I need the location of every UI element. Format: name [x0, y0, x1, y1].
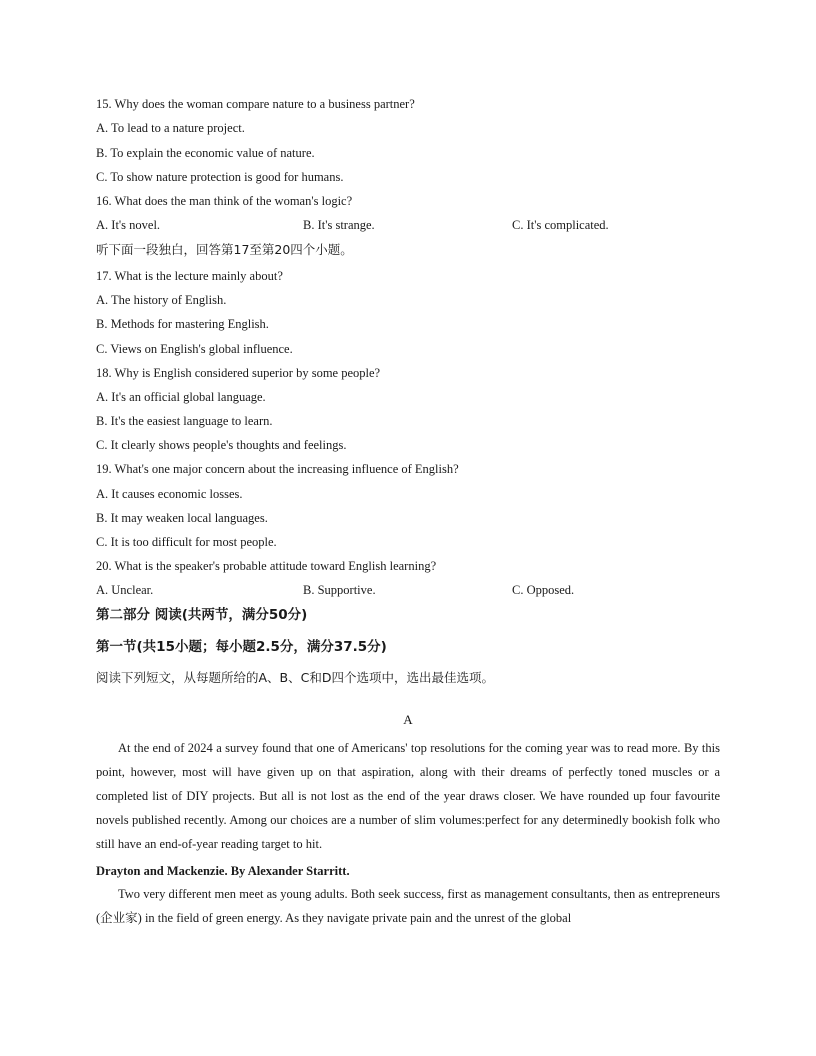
question-15-option-c: C. To show nature protection is good for humans.	[96, 170, 344, 184]
question-18-option-b: B. It's the easiest language to learn.	[96, 414, 273, 428]
question-20-option-c: C. Opposed.	[512, 583, 575, 597]
passage-label: A	[403, 712, 413, 727]
passage-intro-paragraph	[96, 736, 720, 856]
book-1-title: Drayton and Mackenzie. By Alexander Starritt.	[96, 864, 350, 878]
question-17-option-b: B. Methods for mastering English.	[96, 317, 269, 331]
question-15-stem: 15. Why does the woman compare nature to a business partner?	[96, 97, 415, 111]
question-19-option-a: A. It causes economic losses.	[96, 487, 243, 501]
passage-intro-text: At the end of 2024 a survey found that one of Americans' top resolutions for the coming year was to read more. By this point, however, most will have given up on that aspiration, along with their dreams of perfectly toned muscles or a completed list of DIY projects. But all is not lost as the end of the year draws closer. We have rounded up four favourite novels published recently. Among our choices are a number of slim volumes:perfect for any determinedly bookish folk who still have an end-of-year reading target to hit.	[96, 741, 720, 851]
question-18-option-c: C. It clearly shows people's thoughts and feelings.	[96, 438, 347, 452]
question-20-option-b: B. Supportive.	[303, 583, 376, 597]
part-2-heading: 第二部分 阅读(共两节，满分50分)	[96, 607, 308, 623]
question-16-option-c: C. It's complicated.	[512, 218, 609, 232]
reading-instruction: 阅读下列短文，从每题所给的A、B、C和D四个选项中，选出最佳选项。	[96, 670, 494, 685]
question-16-option-b: B. It's strange.	[303, 218, 375, 232]
question-18-option-a: A. It's an official global language.	[96, 390, 266, 404]
section-1-heading: 第一节(共15小题；每小题2.5分，满分37.5分)	[96, 639, 387, 655]
book-1-text: Two very different men meet as young adults. Both seek success, first as management consultants, then as entrepreneurs (企业家) in the field of green energy. As they navigate private pain and the unrest of the global	[96, 887, 720, 925]
book-1-paragraph	[96, 882, 720, 930]
question-16-option-a: A. It's novel.	[96, 218, 161, 232]
question-17-option-c: C. Views on English's global influence.	[96, 342, 293, 356]
question-18-stem: 18. Why is English considered superior by some people?	[96, 366, 381, 380]
question-19-option-c: C. It is too difficult for most people.	[96, 535, 277, 549]
question-19-stem: 19. What's one major concern about the increasing influence of English?	[96, 462, 459, 476]
question-15-option-b: B. To explain the economic value of nature.	[96, 146, 315, 160]
listening-instruction: 听下面一段独白，回答第17至第20四个小题。	[96, 242, 353, 257]
question-20-option-a: A. Unclear.	[96, 583, 154, 597]
question-16-stem: 16. What does the man think of the woman's logic?	[96, 194, 353, 208]
question-19-option-b: B. It may weaken local languages.	[96, 511, 268, 525]
question-17-option-a: A. The history of English.	[96, 293, 227, 307]
question-15-option-a: A. To lead to a nature project.	[96, 121, 245, 135]
question-17-stem: 17. What is the lecture mainly about?	[96, 269, 283, 283]
question-20-stem: 20. What is the speaker's probable attitude toward English learning?	[96, 559, 437, 573]
